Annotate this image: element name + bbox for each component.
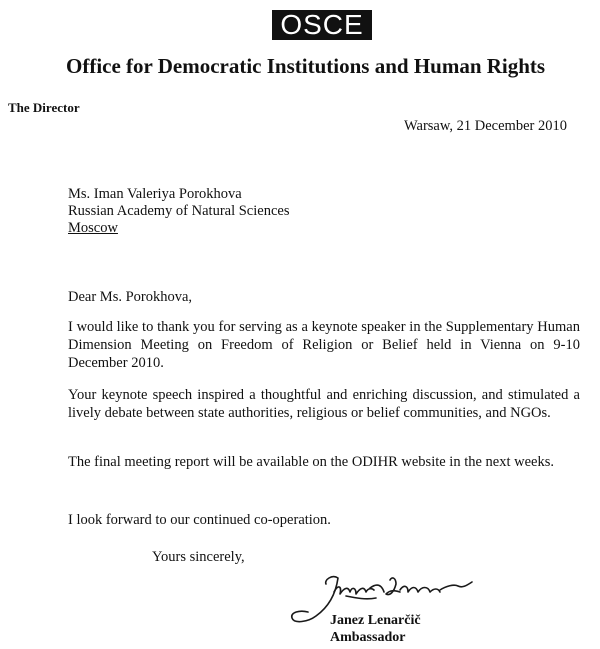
organization-name: Office for Democratic Institutions and Human Rights xyxy=(66,54,546,78)
osce-logo-text: OSCE xyxy=(280,9,364,40)
recipient-address xyxy=(68,186,289,237)
osce-logo xyxy=(272,10,372,40)
salutation: Dear Ms. Porokhova, xyxy=(68,289,193,305)
paragraph-thanks: I would like to thank you for serving as a keynote speaker in the Supplementary Human Dimension Meeting on Freedom of Religion or Belief held in Vienna on 9-10 December 2010. xyxy=(68,319,580,371)
signer-title: Ambassador xyxy=(330,630,406,645)
paragraph-speech: Your keynote speech inspired a thoughtful and enriching discussion, and stimulated a lively debate between state authorities, religious or belief communities, and NGOs. xyxy=(68,387,580,421)
recipient-name: Ms. Iman Valeriya Porokhova xyxy=(68,186,242,202)
closing-phrase: Yours sincerely, xyxy=(152,549,245,565)
recipient-organization: Russian Academy of Natural Sciences xyxy=(68,203,290,219)
letter-date: Warsaw, 21 December 2010 xyxy=(404,118,567,134)
sender-role: The Director xyxy=(8,100,80,115)
signer-name: Janez Lenarčič xyxy=(330,613,421,628)
recipient-city: Moscow xyxy=(68,220,118,236)
paragraph-closing-remark: I look forward to our continued co-operation. xyxy=(68,512,331,528)
paragraph-report: The final meeting report will be available on the ODIHR website in the next weeks. xyxy=(68,454,555,470)
